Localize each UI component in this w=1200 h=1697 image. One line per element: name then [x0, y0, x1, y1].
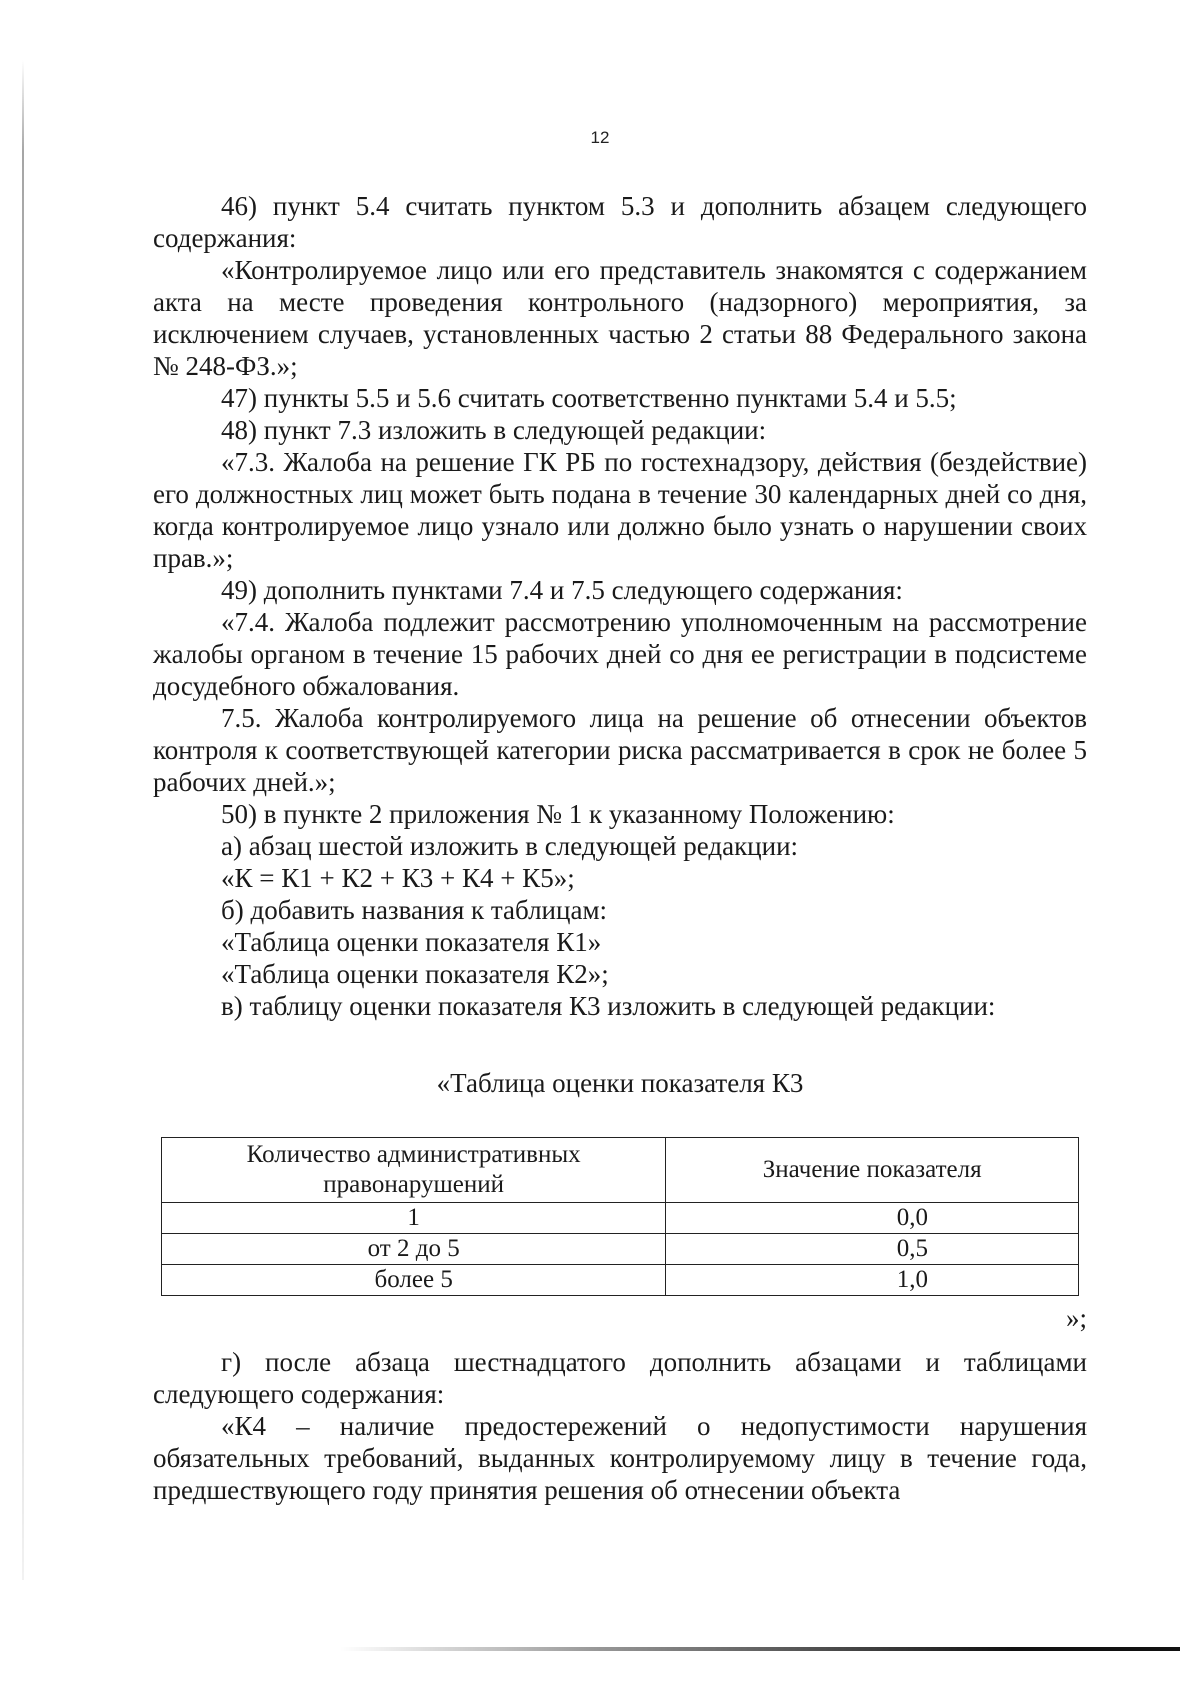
scan-edge-left — [22, 60, 24, 1580]
paragraph: 47) пункты 5.5 и 5.6 считать соответственно пунктами 5.4 и 5.5; — [221, 383, 957, 413]
page-number: 12 — [590, 128, 610, 147]
paragraph: 50) в пункте 2 приложения № 1 к указанному Положению: — [221, 799, 895, 829]
k3-table — [161, 1137, 1079, 1296]
paragraph: б) добавить названия к таблицам: — [221, 895, 608, 925]
paragraph: «7.3. Жалоба на решение ГК РБ по гостехнадзору, действия (бездействие) его должностных лиц может быть подана в течение 30 календарных дней со дня, когда контролируемое лицо узнало или должно было узнать о нарушении своих прав.»; — [153, 447, 1087, 573]
paragraph: а) абзац шестой изложить в следующей редакции: — [221, 831, 799, 861]
table-cell-value: 0,0 — [666, 1203, 1079, 1234]
table-cell-value: 0,5 — [666, 1234, 1079, 1265]
table-header-value: Значение показателя — [666, 1138, 1079, 1203]
document-body — [153, 190, 1087, 1506]
table-header-row — [162, 1138, 1079, 1203]
paragraph: «Контролируемое лицо или его представитель знакомятся с содержанием акта на месте проведения контрольного (надзорного) мероприятия, за исключением случаев, установленных частью 2 статьи 88 Федерального закона № 248-ФЗ.»; — [153, 255, 1087, 381]
paragraph: «К4 – наличие предостережений о недопустимости нарушения обязательных требований, выданных контролируемому лицу в течение года, предшествующего году принятия решения об отнесении объекта — [153, 1411, 1087, 1505]
table-row — [162, 1203, 1079, 1234]
paragraph: г) после абзаца шестнадцатого дополнить абзацами и таблицами следующего содержания: — [153, 1347, 1087, 1409]
paragraph: 48) пункт 7.3 изложить в следующей редакции: — [221, 415, 767, 445]
table-cell-count: 1 — [162, 1203, 666, 1234]
paragraph: «7.4. Жалоба подлежит рассмотрению уполномоченным на рассмотрение жалобы органом в течение 15 рабочих дней со дня ее регистрации в подсистеме досудебного обжалования. — [153, 607, 1087, 701]
table-cell-count: от 2 до 5 — [162, 1234, 666, 1265]
paragraph: 7.5. Жалоба контролируемого лица на решение об отнесении объектов контроля к соответствующей категории риска рассматривается в срок не более 5 рабочих дней.»; — [153, 703, 1087, 797]
table-title: «Таблица оценки показателя К3 — [436, 1068, 804, 1098]
paragraph: 49) дополнить пунктами 7.4 и 7.5 следующего содержания: — [221, 575, 903, 605]
paragraph: «Таблица оценки показателя К1» — [221, 927, 602, 957]
table-header-count: Количество административных правонарушений — [162, 1138, 666, 1203]
paragraph: в) таблицу оценки показателя К3 изложить в следующей редакции: — [221, 991, 996, 1021]
table-row — [162, 1234, 1079, 1265]
paragraph: «Таблица оценки показателя К2»; — [221, 959, 609, 989]
table-closing-quote: »; — [1065, 1303, 1087, 1333]
table-cell-value: 1,0 — [666, 1265, 1079, 1296]
scan-edge-bottom — [340, 1647, 1180, 1651]
paragraph: 46) пункт 5.4 считать пунктом 5.3 и дополнить абзацем следующего содержания: — [153, 191, 1087, 253]
table-row — [162, 1265, 1079, 1296]
paragraph: «К = К1 + К2 + К3 + К4 + К5»; — [221, 863, 575, 893]
table-cell-count: более 5 — [162, 1265, 666, 1296]
